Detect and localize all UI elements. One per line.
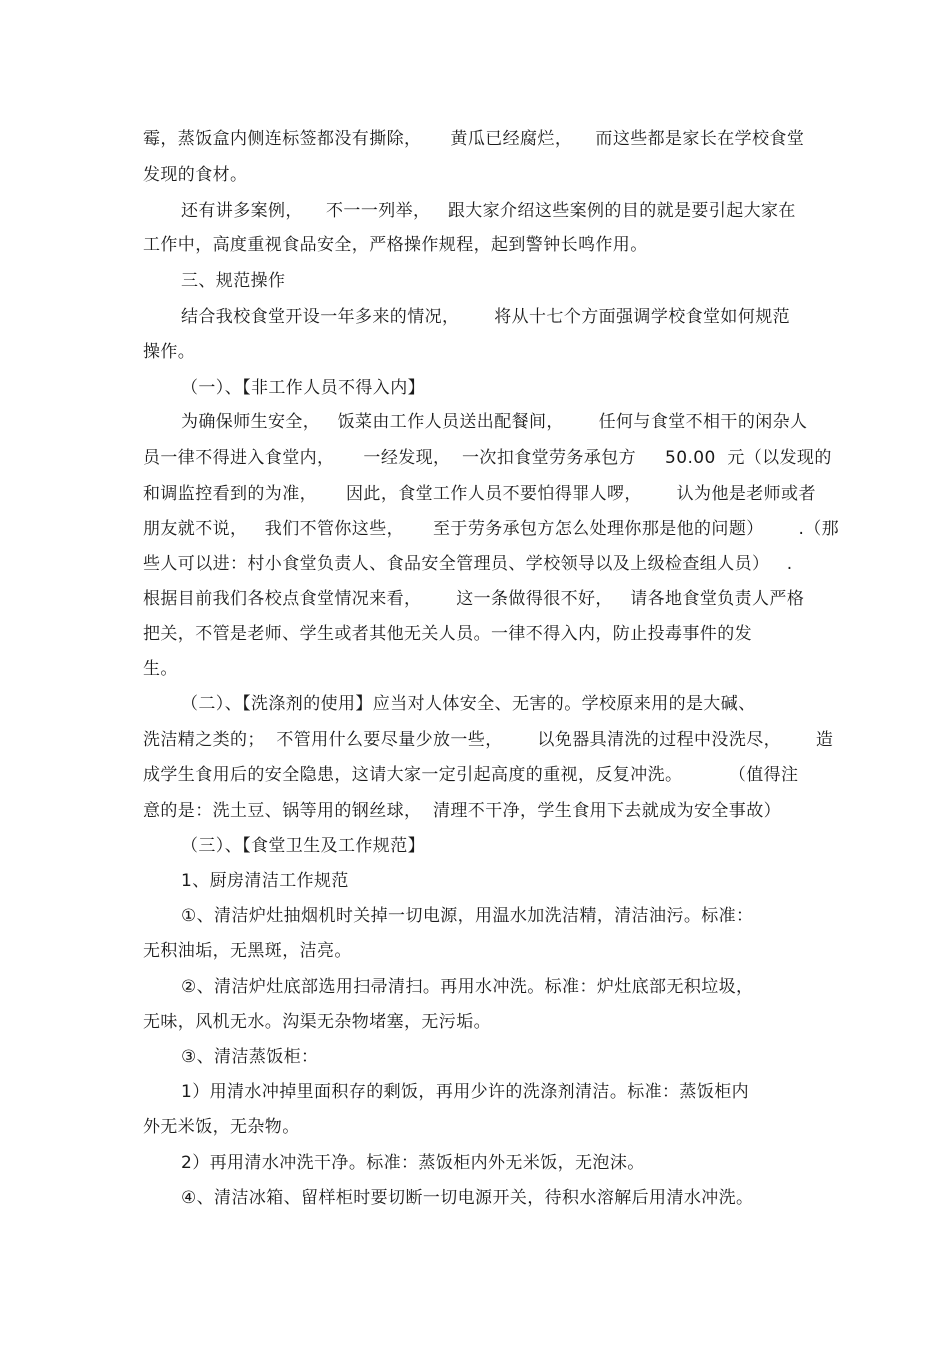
text-line: 成学生食用后的安全隐患，这请大家一定引起高度的重视，反复冲洗。 （值得注 xyxy=(143,765,799,785)
text-line: 把关，不管是老师、学生或者其他无关人员。一律不得入内，防止投毒事件的发 xyxy=(143,624,752,644)
text-line: 操作。 xyxy=(143,342,196,362)
text-line: 发现的食材。 xyxy=(143,165,248,185)
text-line: 为确保师生安全， 饭菜由工作人员送出配餐间， 任何与食堂不相干的闲杂人 xyxy=(181,412,808,432)
text-line: 根据目前我们各校点食堂情况来看， 这一条做得很不好， 请各地食堂负责人严格 xyxy=(143,589,805,609)
text-line: 外无米饭，无杂物。 xyxy=(143,1117,300,1137)
text-line: 还有讲多案例， 不一一列举， 跟大家介绍这些案例的目的就是要引起大家在 xyxy=(181,201,796,221)
text-line: 朋友就不说， 我们不管你这些， 至于劳务承包方怎么处理你那是他的问题） .（那 xyxy=(143,519,840,539)
subsection-heading: （三）、【食堂卫生及工作规范】 xyxy=(181,836,425,856)
text-line: （二）、【洗涤剂的使用】应当对人体安全、无害的。学校原来用的是大碱、 xyxy=(181,694,756,714)
text-line: 1）用清水冲掉里面积存的剩饭，再用少许的洗涤剂清洁。标准：蒸饭柜内 xyxy=(181,1082,750,1102)
subsection-heading: （一）、【非工作人员不得入内】 xyxy=(181,378,425,398)
text-line: 生。 xyxy=(143,659,178,679)
section-heading: 三、规范操作 xyxy=(181,271,286,291)
text-line: 1、厨房清洁工作规范 xyxy=(181,871,349,891)
text-line: 意的是：洗土豆、锅等用的钢丝球， 清理不干净，学生食用下去就成为安全事故） xyxy=(143,801,782,821)
text-line: 工作中，高度重视食品安全，严格操作规程，起到警钟长鸣作用。 xyxy=(143,235,648,255)
text-line: 无味，风机无水。沟渠无杂物堵塞，无污垢。 xyxy=(143,1012,491,1032)
text-line: 霉，蒸饭盒内侧连标签都没有撕除， 黄瓜已经腐烂， 而这些都是家长在学校食堂 xyxy=(143,129,805,149)
text-line: ①、清洁炉灶抽烟机时关掉一切电源，用温水加洗洁精，清洁油污。标准： xyxy=(181,906,754,926)
text-line: 员一律不得进入食堂内， 一经发现， 一次扣食堂劳务承包方 50.00 元（以发现的 xyxy=(143,448,832,468)
text-line: 结合我校食堂开设一年多来的情况， 将从十七个方面强调学校食堂如何规范 xyxy=(181,307,791,327)
text-line: ④、清洁冰箱、留样柜时要切断一切电源开关，待积水溶解后用清水冲洗。 xyxy=(181,1188,754,1208)
text-line: 2）再用清水冲洗干净。标准：蒸饭柜内外无米饭，无泡沫。 xyxy=(181,1153,645,1173)
text-line: 洗洁精之类的； 不管用什么要尽量少放一些， 以免器具清洗的过程中没洗尽， 造 xyxy=(143,730,834,750)
text-line: ③、清洁蒸饭柜： xyxy=(181,1047,319,1067)
text-line: 无积油垢，无黑斑，洁亮。 xyxy=(143,941,352,961)
text-line: 和调监控看到的为准， 因此，食堂工作人员不要怕得罪人啰， 认为他是老师或者 xyxy=(143,484,816,504)
text-line: 些人可以进：村小食堂负责人、食品安全管理员、学校领导以及上级检查组人员） . xyxy=(143,554,793,574)
text-line: ②、清洁炉灶底部选用扫帚清扫。再用水冲洗。标准：炉灶底部无积垃圾， xyxy=(181,977,754,997)
